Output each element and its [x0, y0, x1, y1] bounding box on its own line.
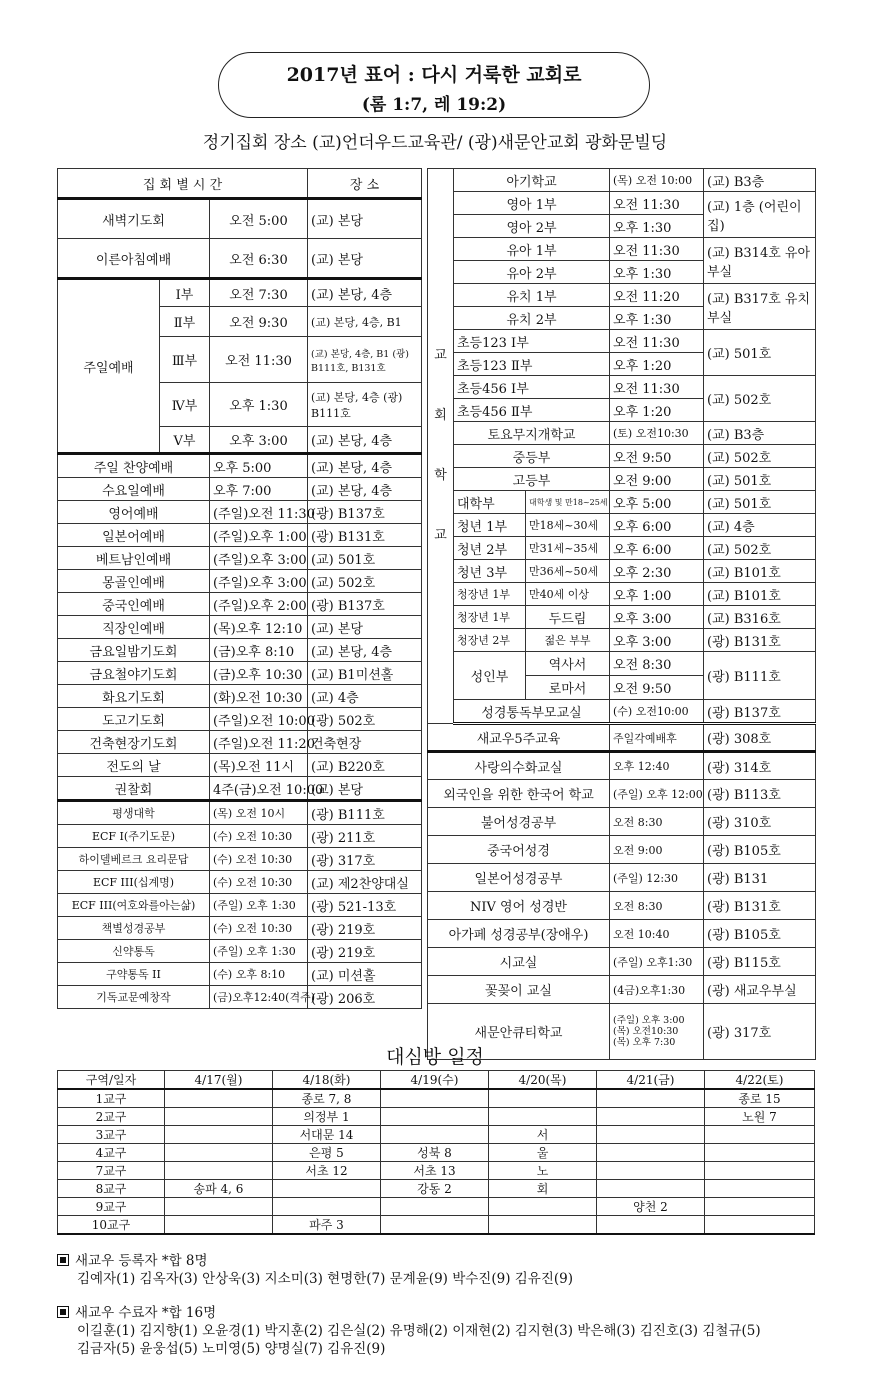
visit-cell — [597, 1089, 705, 1108]
header-time: 집 회 별 시 간 — [58, 169, 308, 199]
row-place: (광) B111호 — [308, 801, 422, 825]
row-name: 베트남인예배 — [58, 547, 210, 570]
row-time: (주일)오전 10:00 — [210, 708, 308, 731]
row-time: (4금)오후1:30 — [610, 976, 704, 1004]
visit-cell: 서초 13 — [381, 1162, 489, 1180]
completed-names-1: 이길훈(1) 김지향(1) 오윤경(1) 박지훈(2) 김은실(2) 유명해(2) 이재현(2) 김지현(3) 박은해(3) 김진호(3) 김철규(5) — [77, 1323, 761, 1339]
visit-header-cell: 4/17(월) — [165, 1071, 273, 1090]
row-time: 오후 3:00 — [210, 427, 308, 454]
row-name: 권찰회 — [58, 777, 210, 801]
row-name: 직장인예배 — [58, 616, 210, 639]
visit-cell: 서초 12 — [273, 1162, 381, 1180]
row-time: (수) 오후 8:10 — [210, 963, 308, 986]
row-name: 새교우5주교육 — [428, 724, 610, 752]
kind2-name: 유치 2부 — [454, 307, 610, 330]
row-name: 도고기도회 — [58, 708, 210, 731]
row-time: 오후 7:00 — [210, 478, 308, 501]
visit-cell: 종로 15 — [705, 1089, 815, 1108]
row-name: 외국인을 위한 한국어 학교 — [428, 780, 610, 808]
baby-place: (교) 1층 (어린이집) — [704, 192, 816, 238]
row-time: 오전 11:30 — [210, 337, 308, 383]
row-time: 4주(금)오전 10:00 — [210, 777, 308, 801]
visit-title: 대심방 일정 — [386, 1046, 484, 1068]
visit-cell — [705, 1126, 815, 1144]
row-place: (교) 502호 — [308, 570, 422, 593]
row-place: (교) 본당, 4층 — [308, 427, 422, 454]
visit-header-cell: 4/22(토) — [705, 1071, 815, 1090]
venue-line: 정기집회 장소 (교)언더우드교육관/ (광)새문안교회 광화문빌딩 — [202, 133, 668, 153]
visit-cell: 서대문 14 — [273, 1126, 381, 1144]
visit-cell: 3교구 — [58, 1126, 165, 1144]
row-place: (광) 310호 — [704, 808, 816, 836]
visit-cell: 1교구 — [58, 1089, 165, 1108]
visit-cell: 서 — [489, 1126, 597, 1144]
college-note: 대학생 및 만18~25세 — [526, 491, 610, 514]
parents-name: 성경통독부모교실 — [454, 700, 610, 724]
adult-b-time: 오전 9:50 — [610, 676, 704, 700]
row-time: (목)오후 12:10 — [210, 616, 308, 639]
row-part: Ⅳ부 — [160, 383, 210, 427]
row-place: (교) 본당 — [308, 199, 422, 239]
row-time: 오전 9:30 — [210, 307, 308, 337]
visit-header-cell: 4/19(수) — [381, 1071, 489, 1090]
right-schedule-table — [427, 168, 816, 1060]
row-place: (교) B1미션홀 — [308, 662, 422, 685]
row-time: 오전 8:30 — [610, 892, 704, 920]
visit-cell: 양천 2 — [597, 1198, 705, 1216]
row-name: 화요기도회 — [58, 685, 210, 708]
visit-cell: 9교구 — [58, 1198, 165, 1216]
middle-time: 오전 9:50 — [610, 445, 704, 468]
todd2-name: 유아 2부 — [454, 261, 610, 284]
high-name: 고등부 — [454, 468, 610, 491]
row-place: (교) 본당 — [308, 616, 422, 639]
visit-cell — [489, 1089, 597, 1108]
row-name: 신약통독 — [58, 940, 210, 963]
row-place: (광) B131 — [704, 864, 816, 892]
youth3-note: 만36세~50세 — [526, 560, 610, 583]
row-place: (교) 제2찬양대실 — [308, 871, 422, 894]
visit-cell — [273, 1180, 381, 1198]
baby1-name: 영아 1부 — [454, 192, 610, 215]
visit-cell — [165, 1126, 273, 1144]
youth3-name: 청년 3부 — [454, 560, 526, 583]
visit-header-cell: 4/21(금) — [597, 1071, 705, 1090]
young1-time: 오후 1:00 — [610, 583, 704, 606]
youth3-place: (교) B101호 — [704, 560, 816, 583]
school-label: 교회학교 — [428, 169, 454, 724]
kind1-time: 오전 11:20 — [610, 284, 704, 307]
adult-b: 로마서 — [526, 676, 610, 700]
youth1-time: 오후 6:00 — [610, 514, 704, 537]
visit-cell — [705, 1198, 815, 1216]
visit-cell — [705, 1216, 815, 1235]
youth2-note: 만31세~35세 — [526, 537, 610, 560]
row-place: (교) 본당 — [308, 239, 422, 279]
row-name: NIV 영어 성경반 — [428, 892, 610, 920]
beauty-place: (광) 317호 — [704, 1004, 816, 1060]
visit-cell: 10교구 — [58, 1216, 165, 1235]
motto-box — [218, 52, 650, 118]
row-place: (광) 211호 — [308, 825, 422, 848]
el123-1-time: 오전 11:30 — [610, 330, 704, 353]
row-place: (교) 본당, 4층, B1 — [308, 307, 422, 337]
visit-cell — [597, 1180, 705, 1198]
high-time: 오전 9:00 — [610, 468, 704, 491]
row-time: 오전 10:40 — [610, 920, 704, 948]
row-name: 중국어성경 — [428, 836, 610, 864]
visit-cell — [489, 1216, 597, 1235]
row-name: 아가페 성경공부(장애우) — [428, 920, 610, 948]
row-place: (교) 본당, 4층 — [308, 279, 422, 307]
young1-place: (교) B101호 — [704, 583, 816, 606]
row-name: 주일 찬양예배 — [58, 454, 210, 478]
row-place: (광) 219호 — [308, 917, 422, 940]
kind2-time: 오후 1:30 — [610, 307, 704, 330]
visit-cell: 파주 3 — [273, 1216, 381, 1235]
row-time: (수) 오전 10:30 — [210, 871, 308, 894]
todd1-name: 유아 1부 — [454, 238, 610, 261]
row-place: (광) 317호 — [308, 848, 422, 871]
row-place: (광) B137호 — [308, 501, 422, 524]
row-place: (교) 미션홀 — [308, 963, 422, 986]
row-name: 기독교문예창작 — [58, 986, 210, 1009]
el456-2-time: 오후 1:20 — [610, 399, 704, 422]
visit-cell: 8교구 — [58, 1180, 165, 1198]
row-part: Ⅰ부 — [160, 279, 210, 307]
row-name: 평생대학 — [58, 801, 210, 825]
row-time: (주일)오후 3:00 — [210, 547, 308, 570]
row-time: 오전 9:00 — [610, 836, 704, 864]
youth2-time: 오후 6:00 — [610, 537, 704, 560]
el123-place: (교) 501호 — [704, 330, 816, 376]
row-name: 하이델베르크 요리문답 — [58, 848, 210, 871]
row-name: 수요일예배 — [58, 478, 210, 501]
row-place: (교) 본당, 4층 — [308, 478, 422, 501]
row-name: 일본어성경공부 — [428, 864, 610, 892]
row-place: (광) 314호 — [704, 752, 816, 780]
row-part: Ⅱ부 — [160, 307, 210, 337]
header-place: 장 소 — [308, 169, 422, 199]
adult-a: 역사서 — [526, 652, 610, 676]
college-place: (교) 501호 — [704, 491, 816, 514]
row-time: (수) 오전 10:30 — [210, 848, 308, 871]
row-place: (교) 4층 — [308, 685, 422, 708]
visit-cell — [165, 1089, 273, 1108]
sat-place: (교) B3층 — [704, 422, 816, 445]
row-time: 주일각예배후 — [610, 724, 704, 752]
visit-cell — [705, 1144, 815, 1162]
youth2-name: 청년 2부 — [454, 537, 526, 560]
young1b-time: 오후 3:00 — [610, 606, 704, 629]
visit-cell: 울 — [489, 1144, 597, 1162]
el456-1-name: 초등456 Ⅰ부 — [454, 376, 610, 399]
row-place: (광) 308호 — [704, 724, 816, 752]
infant-place: (교) B3층 — [704, 169, 816, 192]
young2-note: 젊은 부부 — [526, 629, 610, 652]
row-place: (교) B220호 — [308, 754, 422, 777]
row-time: (주일)오후 2:00 — [210, 593, 308, 616]
row-time: (수) 오전 10:30 — [210, 825, 308, 848]
row-time: (주일)오후 1:00 — [210, 524, 308, 547]
visit-cell — [705, 1180, 815, 1198]
row-time: (주일)오전 11:30 — [210, 501, 308, 524]
young1-note: 만40세 이상 — [526, 583, 610, 606]
row-name: 금요일밤기도회 — [58, 639, 210, 662]
row-time: (목)오전 11시 — [210, 754, 308, 777]
row-name: 전도의 날 — [58, 754, 210, 777]
visit-cell — [273, 1198, 381, 1216]
row-place: 건축현장 — [308, 731, 422, 754]
row-time: (주일)오전 11:20 — [210, 731, 308, 754]
new-members-names: 김예자(1) 김옥자(3) 안상욱(3) 지소미(3) 현명한(7) 문계윤(9) 박수진(9) 김유진(9) — [77, 1271, 574, 1287]
row-time: (주일) 12:30 — [610, 864, 704, 892]
visit-cell — [165, 1144, 273, 1162]
visit-cell: 성북 8 — [381, 1144, 489, 1162]
motto-title: 2017년 표어 : 다시 거룩한 교회로 — [286, 64, 582, 86]
row-place: (광) B131호 — [308, 524, 422, 547]
young1-name: 청장년 1부 — [454, 583, 526, 606]
row-name: ECF Ⅰ(주기도문) — [58, 825, 210, 848]
row-name: 사랑의수화교실 — [428, 752, 610, 780]
adult-place: (광) B111호 — [704, 652, 816, 700]
visit-cell: 종로 7, 8 — [273, 1089, 381, 1108]
young2-time: 오후 3:00 — [610, 629, 704, 652]
visit-header-cell: 4/20(목) — [489, 1071, 597, 1090]
visit-cell — [597, 1108, 705, 1126]
row-time: 오후 12:40 — [610, 752, 704, 780]
parents-place: (광) B137호 — [704, 700, 816, 724]
row-time: (주일) 오후1:30 — [610, 948, 704, 976]
young2-name: 청장년 2부 — [454, 629, 526, 652]
infant-name: 아기학교 — [454, 169, 610, 192]
row-time: (주일) 오후 1:30 — [210, 894, 308, 917]
new-members-title: 새교우 등록자 *합 8명 — [75, 1253, 208, 1269]
row-time: 오전 5:00 — [210, 199, 308, 239]
row-time: (금)오후12:40(격주) — [210, 986, 308, 1009]
row-name: 구약통독 II — [58, 963, 210, 986]
square-bullet-icon — [57, 1306, 69, 1318]
visit-cell — [381, 1198, 489, 1216]
visit-cell — [165, 1198, 273, 1216]
visit-cell: 의정부 1 — [273, 1108, 381, 1126]
adult-a-time: 오전 8:30 — [610, 652, 704, 676]
left-schedule-table — [57, 168, 422, 1009]
visit-cell — [165, 1108, 273, 1126]
visit-cell — [597, 1216, 705, 1235]
visit-cell: 강동 2 — [381, 1180, 489, 1198]
row-place: (교) 본당, 4층, B1 (광) B111호, B131호 — [308, 337, 422, 383]
row-place: (교) 본당, 4층 — [308, 639, 422, 662]
completed-block — [57, 1304, 857, 1358]
baby2-time: 오후 1:30 — [610, 215, 704, 238]
el123-2-time: 오후 1:20 — [610, 353, 704, 376]
parents-time: (수) 오전10:00 — [610, 700, 704, 724]
row-part: Ⅴ부 — [160, 427, 210, 454]
youth1-place: (교) 4층 — [704, 514, 816, 537]
visit-cell — [165, 1216, 273, 1235]
row-place: (교) 본당, 4층 (광) B111호 — [308, 383, 422, 427]
high-place: (교) 501호 — [704, 468, 816, 491]
row-time: (화)오전 10:30 — [210, 685, 308, 708]
visit-cell: 회 — [489, 1180, 597, 1198]
row-place: (광) B105호 — [704, 836, 816, 864]
row-name: 시교실 — [428, 948, 610, 976]
baby1-time: 오전 11:30 — [610, 192, 704, 215]
row-name: 중국인예배 — [58, 593, 210, 616]
visit-cell — [381, 1089, 489, 1108]
row-name: 일본어예배 — [58, 524, 210, 547]
visit-cell: 7교구 — [58, 1162, 165, 1180]
row-time: 오전 8:30 — [610, 808, 704, 836]
todd2-time: 오후 1:30 — [610, 261, 704, 284]
todd-place: (교) B314호 유아부실 — [704, 238, 816, 284]
visit-cell: 송파 4, 6 — [165, 1180, 273, 1198]
row-time: 오후 5:00 — [210, 454, 308, 478]
row-place: (광) B115호 — [704, 948, 816, 976]
visit-cell: 노 — [489, 1162, 597, 1180]
row-place: (광) 502호 — [308, 708, 422, 731]
young1b-name: 청장년 1부 — [454, 606, 526, 629]
beauty-t2: (목) 오전10:30 — [613, 1026, 679, 1037]
el123-1-name: 초등123 Ⅰ부 — [454, 330, 610, 353]
row-time: 오전 6:30 — [210, 239, 308, 279]
kind-place: (교) B317호 유치부실 — [704, 284, 816, 330]
youth1-name: 청년 1부 — [454, 514, 526, 537]
visit-header-cell: 구역/일자 — [58, 1071, 165, 1090]
row-name: 금요철야기도회 — [58, 662, 210, 685]
row-time: (금)오후 8:10 — [210, 639, 308, 662]
row-place: (광) 521-13호 — [308, 894, 422, 917]
row-name: ECF III(십계명) — [58, 871, 210, 894]
row-name: 몽골인예배 — [58, 570, 210, 593]
row-part: Ⅲ부 — [160, 337, 210, 383]
visit-cell: 2교구 — [58, 1108, 165, 1126]
visit-cell — [165, 1162, 273, 1180]
young1b-note: 두드림 — [526, 606, 610, 629]
completed-names-2: 김금자(5) 윤웅섭(5) 노미영(5) 양명실(7) 김유진(9) — [77, 1341, 386, 1357]
middle-place: (교) 502호 — [704, 445, 816, 468]
visit-cell — [597, 1144, 705, 1162]
visit-cell — [705, 1162, 815, 1180]
visit-cell — [597, 1126, 705, 1144]
el456-2-name: 초등456 Ⅱ부 — [454, 399, 610, 422]
adult-name: 성인부 — [454, 652, 526, 700]
row-place: (광) 206호 — [308, 986, 422, 1009]
beauty-t3: (목) 오후 7:30 — [613, 1037, 676, 1048]
row-name: 이른아침예배 — [58, 239, 210, 279]
row-place: (광) 219호 — [308, 940, 422, 963]
row-name: 불어성경공부 — [428, 808, 610, 836]
row-time: 오전 7:30 — [210, 279, 308, 307]
row-place: (광) B137호 — [308, 593, 422, 616]
visit-cell: 은평 5 — [273, 1144, 381, 1162]
visit-header-cell: 4/18(화) — [273, 1071, 381, 1090]
infant-time: (목) 오전 10:00 — [610, 169, 704, 192]
visit-cell — [381, 1126, 489, 1144]
visit-table — [57, 1070, 815, 1235]
row-time: (주일) 오후 1:30 — [210, 940, 308, 963]
young1b-place: (교) B316호 — [704, 606, 816, 629]
row-place: (광) B113호 — [704, 780, 816, 808]
row-name: ECF III(여호와를아는삶) — [58, 894, 210, 917]
row-place: (교) 본당, 4층 — [308, 454, 422, 478]
row-time: (수) 오전 10:30 — [210, 917, 308, 940]
row-place: (광) 새교우부실 — [704, 976, 816, 1004]
visit-cell — [381, 1216, 489, 1235]
sunday-label: 주일예배 — [58, 279, 160, 454]
square-bullet-icon — [57, 1254, 69, 1266]
row-time: (목) 오전 10시 — [210, 801, 308, 825]
college-name: 대학부 — [454, 491, 526, 514]
row-place: (교) 본당 — [308, 777, 422, 801]
visit-cell — [489, 1108, 597, 1126]
el456-1-time: 오전 11:30 — [610, 376, 704, 399]
row-time: 오후 1:30 — [210, 383, 308, 427]
visit-cell — [381, 1108, 489, 1126]
new-members-block — [57, 1252, 857, 1288]
baby2-name: 영아 2부 — [454, 215, 610, 238]
row-time: (주일) 오후 12:00 — [610, 780, 704, 808]
visit-cell: 4교구 — [58, 1144, 165, 1162]
el456-place: (교) 502호 — [704, 376, 816, 422]
sat-time: (토) 오전10:30 — [610, 422, 704, 445]
row-name: 새벽기도회 — [58, 199, 210, 239]
row-place: (교) 501호 — [308, 547, 422, 570]
row-name: 책별성경공부 — [58, 917, 210, 940]
row-place: (광) B105호 — [704, 920, 816, 948]
beauty-t1: (주일) 오후 3:00 — [613, 1015, 685, 1026]
completed-title: 새교우 수료자 *합 16명 — [75, 1305, 217, 1321]
youth1-note: 만18세~30세 — [526, 514, 610, 537]
beauty-name: 새문안큐티학교 — [428, 1004, 610, 1060]
visit-cell — [489, 1198, 597, 1216]
youth3-time: 오후 2:30 — [610, 560, 704, 583]
row-time: (주일)오후 3:00 — [210, 570, 308, 593]
visit-cell: 노원 7 — [705, 1108, 815, 1126]
row-name: 꽃꽂이 교실 — [428, 976, 610, 1004]
motto-verse: (롬 1:7, 레 19:2) — [361, 95, 507, 115]
sat-name: 토요무지개학교 — [454, 422, 610, 445]
row-time: (금)오후 10:30 — [210, 662, 308, 685]
row-name: 건축현장기도회 — [58, 731, 210, 754]
visit-cell — [597, 1162, 705, 1180]
youth2-place: (교) 502호 — [704, 537, 816, 560]
young2-place: (광) B131호 — [704, 629, 816, 652]
middle-name: 중등부 — [454, 445, 610, 468]
el123-2-name: 초등123 Ⅱ부 — [454, 353, 610, 376]
row-name: 영어예배 — [58, 501, 210, 524]
college-time: 오후 5:00 — [610, 491, 704, 514]
kind1-name: 유치 1부 — [454, 284, 610, 307]
row-place: (광) B131호 — [704, 892, 816, 920]
todd1-time: 오전 11:30 — [610, 238, 704, 261]
